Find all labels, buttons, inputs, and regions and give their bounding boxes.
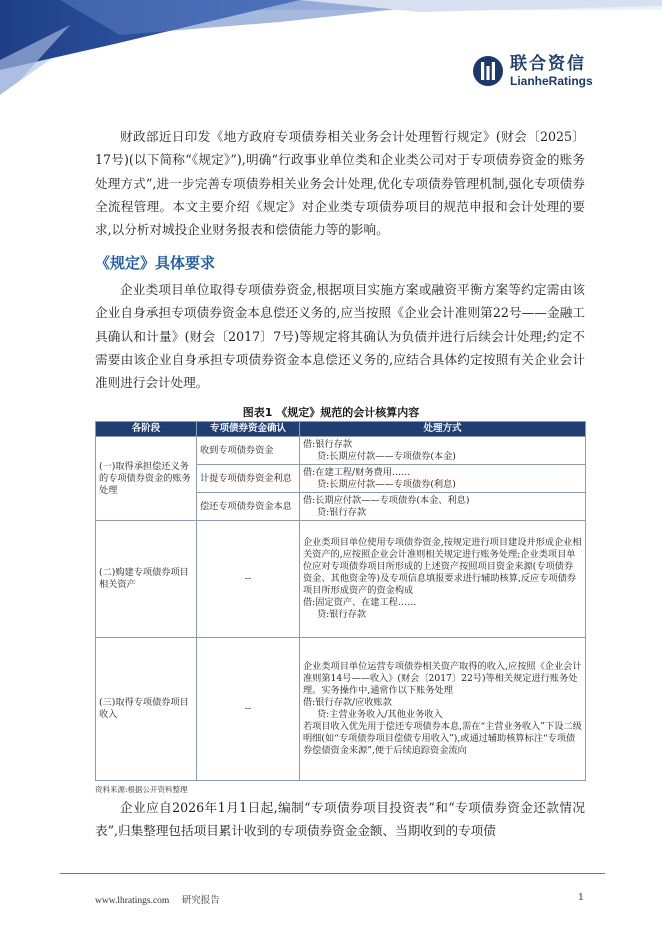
method-cell: 借:在建工程/财务费用…… 贷:长期应付款——专项债券(利息) [300,465,586,493]
section-heading: 《规定》具体要求 [95,254,216,272]
lianhe-logo-icon [472,55,504,87]
footer-divider [60,873,605,874]
header-confirm: 专项债券资金确认 [197,422,300,437]
brand-name-cn: 联合资信 [510,54,586,74]
header-method: 处理方式 [300,422,586,437]
brand-name-en: LianheRatings [510,74,593,88]
accounting-table [95,421,586,781]
stage-cell: (二)购建专项债券项目相关资产 [96,521,197,638]
method-cell: 企业类项目单位运营专项债券相关资产取得的收入,应按照《企业会计准则第14号——收入》(财会〔2017〕22号)等相关规定进行账务处理。实务操作中,通常作以下账务处理 借:银行存款/应收账款 贷:主营业务收入/其他业务收入 若项目收入优先用于偿还专项债券本息,需在“主营业务收入”下设二级明细(如“专项债券项目偿债专用收入”),或通过辅助核算标注“专项债券偿债资金来源”,便于后续追踪资金流向 [300,638,586,781]
confirm-cell: 收到专项债券资金 [197,437,300,465]
table-row [96,638,586,781]
stage-cell: (一)取得承担偿还义务的专项债券资金的账务处理 [96,437,197,521]
table-source-note: 资料来源:根据公开资料整理 [95,785,188,794]
intro-paragraph: 财政部近日印发《地方政府专项债券相关业务会计处理暂行规定》(财会〔2025〕17号)(以下简称“《规定》”),明确“行政事业单位类和企业类公司对于专项债券资金的账务处理方式”,进一步完善专项债券相关业务会计处理,优化专项债券管理机制,强化专项债券全流程管理。本文主要介绍《规定》对企业类专项债券项目的规范申报和会计处理的要求,以分析对城投企业财务报表和偿债能力等的影响。 [95,129,585,238]
stage-cell: (三)取得专项债券项目收入 [96,638,197,781]
closing-paragraph: 企业应自2026年1月1日起,编制“专项债券项目投资表”和“专项债券资金还款情况表”,归集整理包括项目累计收到的专项债券资金金额、当期收到的专项债 [95,800,585,839]
table-header-row [96,422,586,437]
method-cell: 企业类项目单位使用专项债券资金,按规定进行项目建设并形成企业相关资产的,应按照企业会计准则相关规定进行账务处理;企业类项目单位应对专项债券项目所形成的上述资产按照项目资金来源(专项债券资金、其他资金等)及专项信息填报要求进行辅助核算,反应专项债券项目所形成资产的资金构成 借:固定资产、在建工程…… 贷:银行存款 [300,521,586,638]
brand-logo [472,50,593,92]
method-cell: 借:长期应付款——专项债券(本金、利息) 贷:银行存款 [300,493,586,521]
footer-website-link[interactable]: www.lhratings.com [95,896,170,906]
figure-title: 图表1 《规定》规范的会计核算内容 [242,406,420,419]
table-row [96,437,586,465]
confirm-cell: 计提专项债券资金利息 [197,465,300,493]
confirm-cell: -- [197,638,300,781]
page-number: 1 [578,892,585,903]
confirm-cell: 偿还专项债券资金本息 [197,493,300,521]
requirements-paragraph: 企业类项目单位取得专项债券资金,根据项目实施方案或融资平衡方案等约定需由该企业自身承担专项债券资金本息偿还义务的,应当按照《企业会计准则第22号——金融工具确认和计量》(财会〔2017〕7号)等规定将其确认为负债并进行后续会计处理;约定不需要由该企业自身承担专项债券资金本息偿还义务的,应结合具体约定按照有关企业会计准则进行会计处理。 [95,282,585,391]
footer-report-type: 研究报告 [181,896,220,906]
table-row [96,521,586,638]
confirm-cell: -- [197,521,300,638]
method-cell: 借:银行存款 贷:长期应付款——专项债券(本金) [300,437,586,465]
header-stage: 各阶段 [96,422,197,437]
footer-left [95,892,230,906]
